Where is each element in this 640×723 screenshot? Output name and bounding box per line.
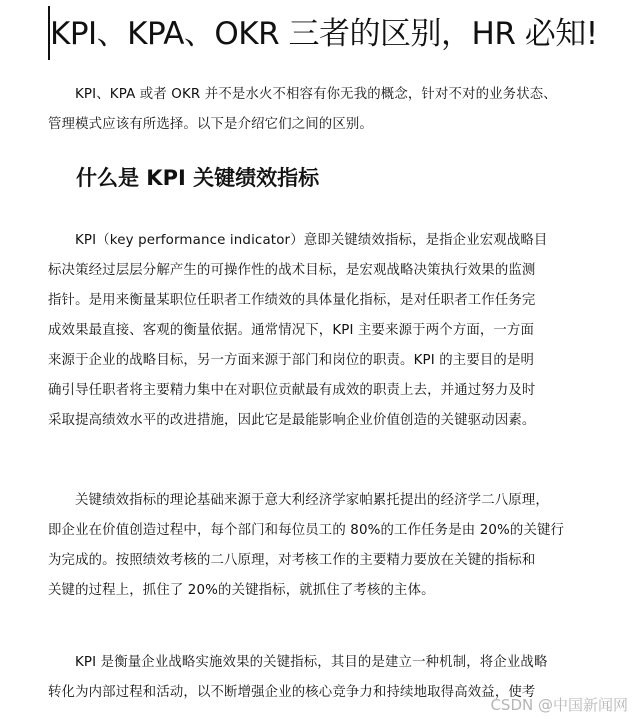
text-line: 关键绩效指标的理论基础来源于意大利经济学家帕累托提出的经济学二八原理， — [75, 493, 549, 508]
text-line: 即企业在价值创造过程中，每个部门和每位员工的 80%的工作任务是由 20%的关键行 — [48, 523, 565, 538]
text-line: KPI、KPA 或者 OKR 并不是水火不相容有你无我的概念，针对不对的业务状态、 — [75, 87, 557, 102]
text-line: 为完成的。按照绩效考核的二八原理，对考核工作的主要精力要放在关键的指标和 — [48, 553, 536, 568]
text-line: 关键的过程上，抓住了 20%的关键指标，就抓住了考核的主体。 — [48, 583, 435, 598]
section-heading: 什么是 KPI 关键绩效指标 — [76, 166, 320, 190]
text-line: KPI 是衡量企业战略实施效果的关键指标，其目的是建立一种机制，将企业战略 — [75, 655, 548, 670]
text-line: KPI（key performance indicator）意即关键绩效指标，是指企业宏观战略目 — [75, 233, 548, 248]
text-line: 转化为内部过程和活动，以不断增强企业的核心竞争力和持续地取得高效益，使考 — [48, 685, 536, 700]
pareto-paragraph — [48, 486, 604, 606]
text-line: 来源于企业的战略目标，另一方面来源于部门和岗位的职责。KPI 的主要目的是明 — [48, 353, 535, 368]
intro-paragraph — [48, 80, 604, 140]
text-line: 确引导任职者将主要精力集中在对职位贡献最有成效的职责上去，并通过努力及时 — [48, 383, 536, 398]
text-line: 指针。是用来衡量某职位任职者工作绩效的具体量化指标，是对任职者工作任务完 — [48, 293, 536, 308]
text-line: 成效果最直接、客观的衡量依据。通常情况下，KPI 主要来源于两个方面，一方面 — [48, 323, 535, 338]
watermark: CSDN @中国新闻网 — [490, 696, 628, 714]
kpi-definition-paragraph — [48, 226, 604, 436]
text-line: 标决策经过层层分解产生的可操作性的战术目标，是宏观战略决策执行效果的监测 — [48, 263, 536, 278]
text-line: 采取提高绩效水平的改进措施，因此它是最能影响企业价值创造的关键驱动因素。 — [48, 413, 536, 428]
text-line: 管理模式应该有所选择。以下是介绍它们之间的区别。 — [48, 117, 373, 132]
page-title: KPI、KPA、OKR 三者的区别，HR 必知! — [50, 16, 598, 52]
